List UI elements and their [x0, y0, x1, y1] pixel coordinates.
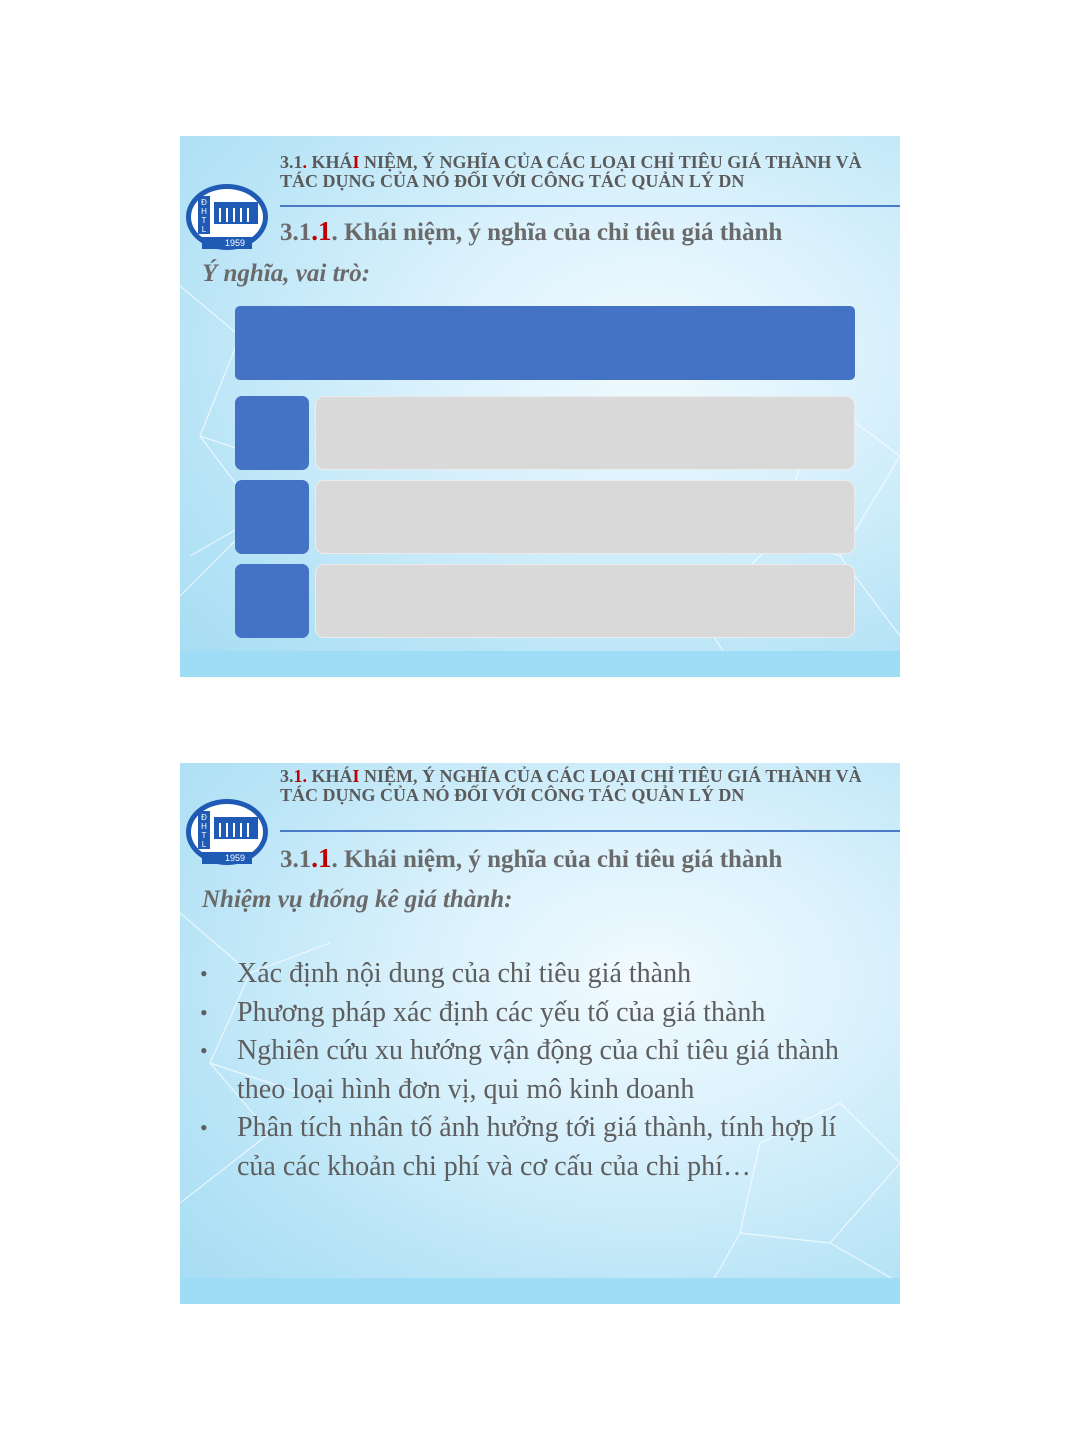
header-divider: [280, 830, 900, 832]
logo-letter: L: [201, 840, 207, 849]
bullet-icon: •: [200, 1115, 208, 1140]
logo-letter: H: [201, 822, 207, 831]
logo-letter: T: [201, 216, 207, 225]
bullet-icon: •: [200, 1038, 208, 1063]
section-label: Nhiệm vụ thống kê giá thành:: [202, 886, 513, 913]
logo-letter: T: [201, 831, 207, 840]
diagram-row-1-box: [315, 396, 855, 470]
diagram-row-2-marker: [235, 480, 309, 554]
diagram-row-2-box: [315, 480, 855, 554]
slide-header-title: 3.1. KHÁI NIỆM, Ý NGHĨA CỦA CÁC LOẠI CHỈ TIÊU GIÁ THÀNH VÀ TÁC DỤNG CỦA NÓ ĐỐI VỚI CÔNG TÁC QUẢN LÝ DN: [280, 152, 862, 191]
logo-year: 1959: [224, 853, 246, 863]
slide-header-title: 3.1. KHÁI NIỆM, Ý NGHĨA CỦA CÁC LOẠI CHỈ TIÊU GIÁ THÀNH VÀ TÁC DỤNG CỦA NÓ ĐỐI VỚI CÔNG TÁC QUẢN LÝ DN: [280, 766, 862, 805]
logo-letter: L: [201, 225, 207, 234]
logo-letter: Đ: [201, 813, 207, 822]
slide-2: [180, 763, 900, 1304]
list-item: • Phân tích nhân tố ảnh hưởng tới giá thành, tính hợp lí của các khoản chi phí và cơ cấu của chi phí…: [200, 1109, 880, 1186]
diagram-row-3-marker: [235, 564, 309, 638]
slide-subtitle: 3.1.1. Khái niệm, ý nghĩa của chỉ tiêu giá thành: [280, 216, 783, 246]
logo-letter: H: [201, 207, 207, 216]
slide-subtitle: 3.1.1. Khái niệm, ý nghĩa của chỉ tiêu giá thành: [280, 843, 783, 873]
bullet-icon: •: [200, 999, 208, 1025]
header-divider: [280, 205, 900, 207]
list-item: • Phương pháp xác định các yếu tố của giá thành: [200, 994, 880, 1033]
section-label: Ý nghĩa, vai trò:: [202, 260, 371, 287]
list-item: • Nghiên cứu xu hướng vận động của chỉ tiêu giá thành theo loại hình đơn vị, qui mô kinh doanh: [200, 1032, 880, 1109]
slide-1: [180, 136, 900, 677]
bullet-icon: •: [200, 961, 208, 986]
slide-footer-band: [180, 651, 900, 677]
logo-letter: Đ: [201, 198, 207, 207]
task-bullet-list: [200, 955, 880, 1186]
slide-footer-band: [180, 1278, 900, 1304]
diagram-title-bar: [235, 306, 855, 380]
diagram-row-3-box: [315, 564, 855, 638]
diagram-row-1-marker: [235, 396, 309, 470]
list-item: • Xác định nội dung của chỉ tiêu giá thành: [200, 955, 880, 994]
logo-year: 1959: [224, 238, 246, 248]
